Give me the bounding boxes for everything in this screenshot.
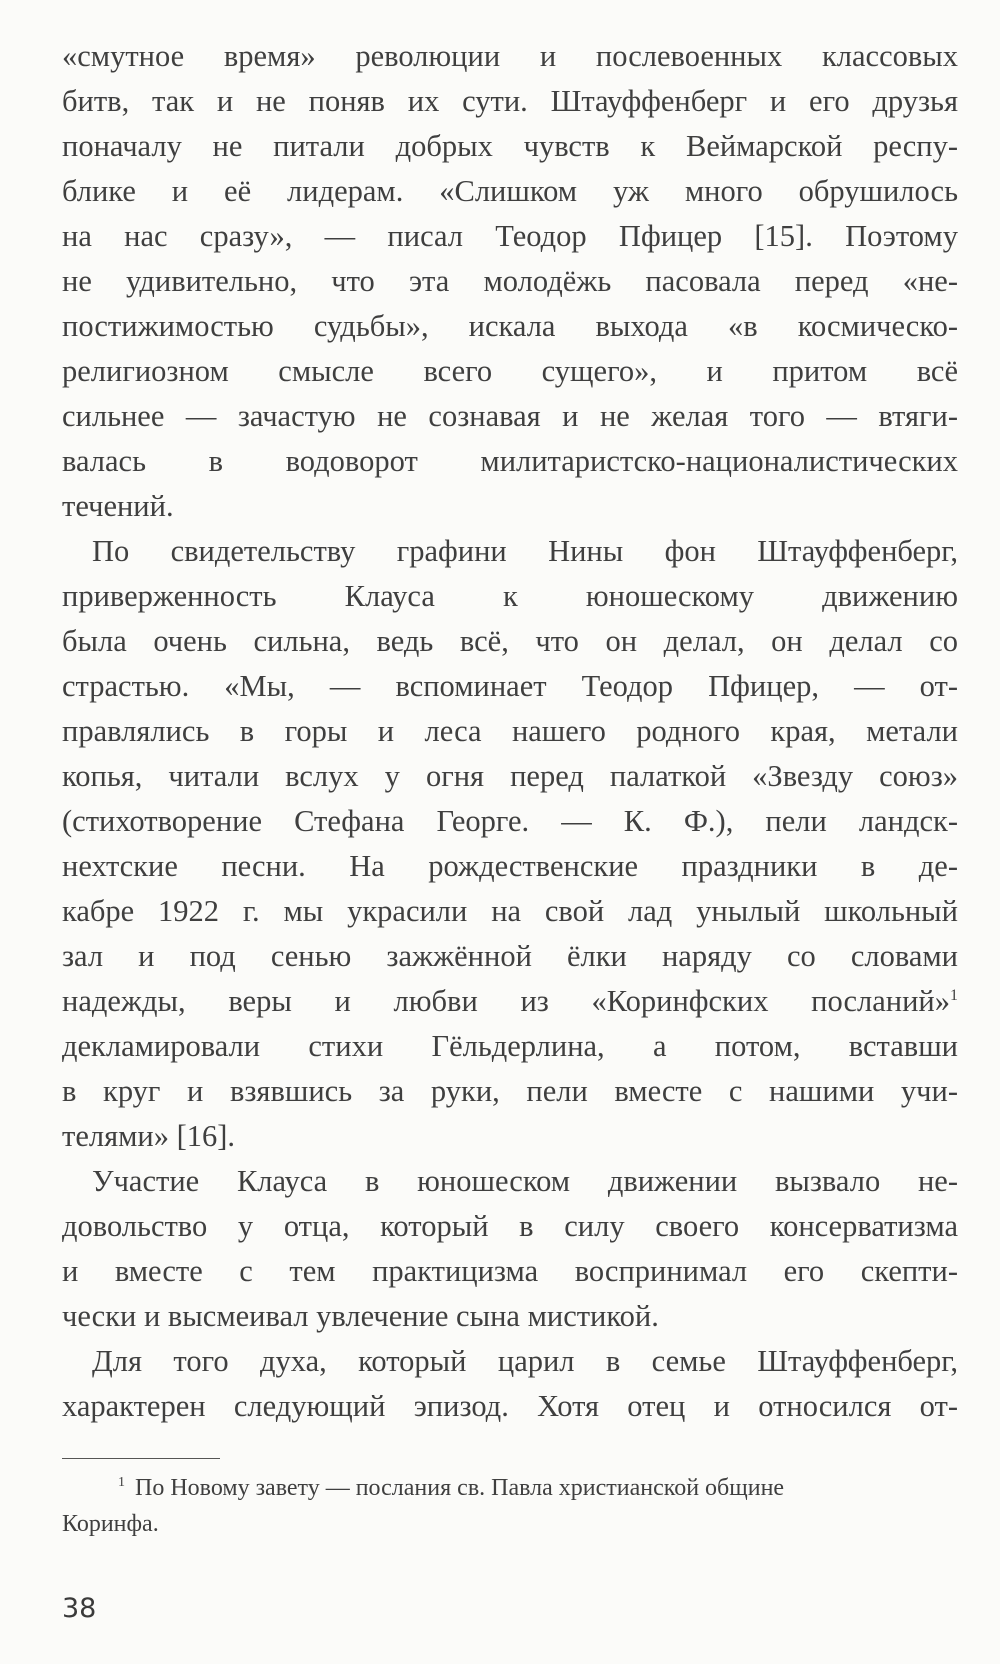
text-line: на нас сразу», — писал Теодор Пфицер [15]. Поэтому: [62, 219, 958, 253]
body-text: [62, 34, 958, 1429]
text-line: приверженность Клауса к юношескому движению: [62, 579, 958, 613]
text-line: валась в водоворот милитаристско-националистических: [62, 444, 958, 478]
text-line: характерен следующий эпизод. Хотя отец и относился от-: [62, 1389, 958, 1423]
text-line: правлялись в горы и леса нашего родного края, метали: [62, 714, 958, 748]
footnote-reference[interactable]: 1: [950, 986, 958, 1004]
text-line: зал и под сенью зажжённой ёлки наряду со словами: [62, 939, 958, 973]
footnote-line: [62, 1470, 958, 1506]
text-line: довольство у отца, который в силу своего консерватизма: [62, 1209, 958, 1243]
text-line: течений.: [62, 489, 174, 523]
footnote-divider: [62, 1458, 220, 1459]
footnote-text: По Новому завету — послания св. Павла христианской общине: [135, 1475, 785, 1501]
page-number: 38: [62, 1593, 97, 1624]
text-line: По свидетельству графини Нины фон Штауффенберг,: [92, 534, 958, 568]
text-line: блике и её лидерам. «Слишком уж много обрушилось: [62, 174, 958, 208]
text-line: сильнее — зачастую не сознавая и не желая того — втяги-: [62, 399, 958, 433]
text-line: не удивительно, что эта молодёжь пасовала перед «не-: [62, 264, 958, 298]
text-line: битв, так и не поняв их сути. Штауффенберг и его друзья: [62, 84, 958, 118]
text-line: страстью. «Мы, — вспоминает Теодор Пфицер, — от-: [62, 669, 958, 703]
text-line: декламировали стихи Гёльдерлина, а потом, вставши: [62, 1029, 958, 1063]
text-line: Участие Клауса в юношеском движении вызвало не-: [92, 1164, 958, 1198]
footnote-line: Коринфа.: [62, 1511, 159, 1537]
text-line: была очень сильна, ведь всё, что он делал, он делал со: [62, 624, 958, 658]
text-line: (стихотворение Стефана Георге. — К. Ф.), пели ландск-: [62, 804, 958, 838]
text-line: чески и высмеивал увлечение сына мистикой.: [62, 1299, 659, 1333]
text-line: постижимостью судьбы», искала выхода «в космическо-: [62, 309, 958, 343]
text-line: копья, читали вслух у огня перед палаткой «Звезду союз»: [62, 759, 958, 793]
footnote-number: 1: [118, 1475, 125, 1490]
text-line-with-footnote: [62, 979, 958, 1024]
text-line: религиозном смысле всего сущего», и притом всё: [62, 354, 958, 388]
text-line: кабре 1922 г. мы украсили на свой лад унылый школьный: [62, 894, 958, 928]
text-line-content: надежды, веры и любви из «Коринфских посланий»: [62, 984, 950, 1018]
text-line: Для того духа, который царил в семье Штауффенберг,: [92, 1344, 958, 1378]
text-line: нехтские песни. На рождественские праздники в де-: [62, 849, 958, 883]
text-line: «смутное время» революции и послевоенных классовых: [62, 39, 958, 73]
text-line: телями» [16].: [62, 1119, 236, 1153]
text-line: поначалу не питали добрых чувств к Веймарской респу-: [62, 129, 958, 163]
text-line: в круг и взявшись за руки, пели вместе с нашими учи-: [62, 1074, 958, 1108]
footnote: [62, 1470, 958, 1542]
text-line: и вместе с тем практицизма воспринимал его скепти-: [62, 1254, 958, 1288]
